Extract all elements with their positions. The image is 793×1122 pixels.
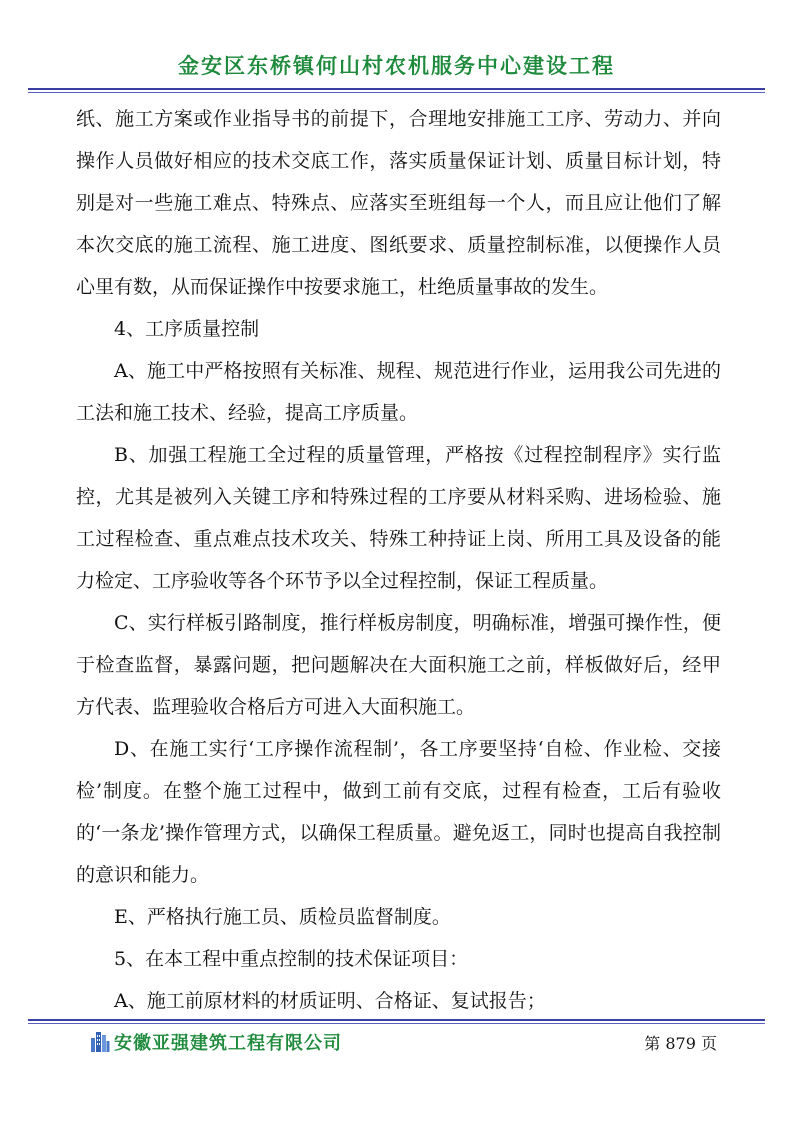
body-paragraph-d: D、在施工实行‘工序操作流程制’，各工序要坚持‘自检、作业检、交接检’制度。在整个施工过程中，做到工前有交底，过程有检查，工后有验收的‘一条龙’操作管理方式，以确保工程质量。避免返工，同时也提高自我控制的意识和能力。 (76, 738, 721, 886)
body-paragraph-continued: 纸、施工方案或作业指导书的前提下，合理地安排施工工序、劳动力、并向操作人员做好相应的技术交底工作，落实质量保证计划、质量目标计划，特别是对一些施工难点、特殊点、应落实至班组每一个人，而且应让他们了解本次交底的施工流程、施工进度、图纸要求、质量控制标准，以便操作人员心里有数，从而保证操作中按要求施工，杜绝质量事故的发生。 (76, 108, 721, 298)
body-paragraph-5a: A、施工前原材料的材质证明、合格证、复试报告； (114, 990, 546, 1012)
footer-page-number: 第 879 页 (644, 1034, 717, 1053)
body-paragraph-a: A、施工中严格按照有关标准、规程、规范进行作业，运用我公司先进的工法和施工技术、经验，提高工序质量。 (76, 360, 721, 424)
header-divider (28, 88, 765, 90)
footer-company-name: 安徽亚强建筑工程有限公司 (114, 1033, 342, 1054)
body-paragraph-c: C、实行样板引路制度，推行样板房制度，明确标准，增强可操作性，便于检查监督，暴露问题，把问题解决在大面积施工之前，样板做好后，经甲方代表、监理验收合格后方可进入大面积施工。 (76, 612, 721, 718)
building-logo-icon (90, 1030, 110, 1052)
document-header-title: 金安区东桥镇何山村农机服务中心建设工程 (178, 54, 615, 78)
body-paragraph-b: B、加强工程施工全过程的质量管理，严格按《过程控制程序》实行监控，尤其是被列入关键工序和特殊过程的工序要从材料采购、进场检验、施工过程检查、重点难点技术攻关、特殊工种持证上岗、所用工具及设备的能力检定、工序验收等各个环节予以全过程控制，保证工程质量。 (76, 444, 721, 592)
header-divider-thin (28, 92, 765, 93)
body-paragraph-e: E、严格执行施工员、质检员监督制度。 (114, 906, 451, 928)
footer-divider (28, 1019, 765, 1021)
section-heading-5: 5、在本工程中重点控制的技术保证项目： (114, 948, 469, 970)
document-body (76, 98, 721, 1022)
section-heading-4: 4、工序质量控制 (114, 318, 260, 340)
footer-divider-thin (28, 1023, 765, 1024)
